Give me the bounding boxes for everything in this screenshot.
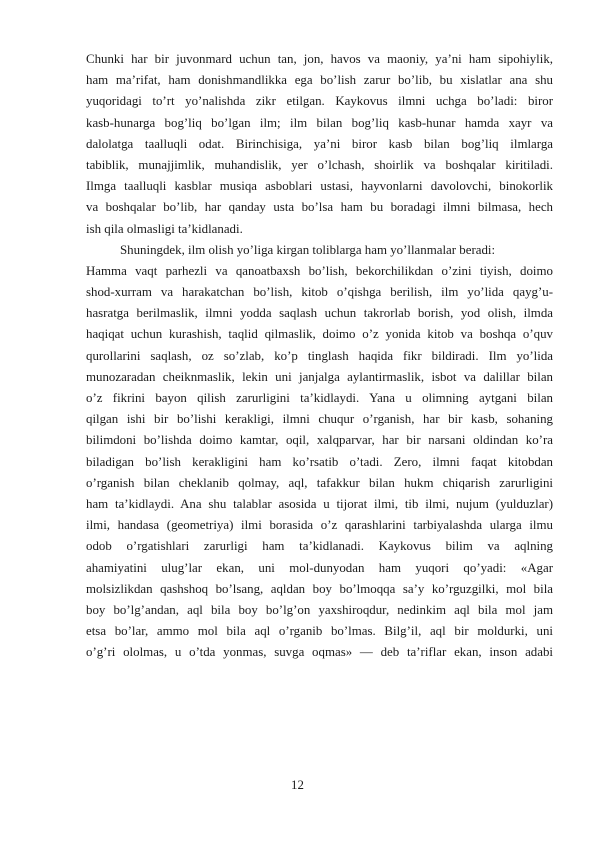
text-line: shod-xurram va harakatchan bo’lish, kitob o’qishga berilish, ilm yo’lida qayg’u- [86, 285, 553, 300]
text-line: o’rganish bilan cheklanib qolmay, aql, tafakkur bilan hukm chiqarish zarurligini [86, 475, 553, 490]
text-line: ahamiyatini ulug’lar ekan, uni mol-dunyodan ham yuqori qo’yadi: «Agar [86, 560, 553, 575]
paragraph-first-line: Shuningdek, ilm olish yo’liga kirgan toliblarga ham yo’llanmalar beradi: [120, 242, 496, 257]
text-line: o’g’ri ololmas, u o’tda yonmas, suvga oqmas» — deb ta’riflar ekan, inson adabi [86, 645, 553, 660]
text-line: haqiqat uchun kurashish, taqlid qilmaslik, doimo o’z yonida kitob va boshqa o’quv [86, 327, 553, 342]
text-line: va boshqalar bo’lib, har qanday usta bo’lsa ham bu boradagi ilmni bilmasa, hech [86, 200, 553, 215]
text-line: ish qila olmasligi ta’kidlanadi. [86, 221, 243, 236]
text-line: qilgan ishi bir bo’lishi kerakligi, ilmni chuqur o’rganish, har bir kasb, sohaning [86, 412, 553, 427]
text-line: hasratga berilmaslik, ilmni yodda saqlash uchun takrorlab borish, yod olish, ilmda [86, 306, 553, 321]
text-line: Ilmga taalluqli kasblar musiqa asboblari ustasi, hayvonlarni davolovchi, binokorlik [86, 179, 553, 194]
text-line: odob o’rgatishlari zarurligi ham ta’kidlanadi. Kaykovus bilim va aqlning [86, 539, 553, 554]
text-line: ham ta’kidlaydi. Ana shu talablar asosida u tijorat ilmi, tib ilmi, nujum (yulduzlar) [86, 496, 553, 511]
text-line: ilmi, handasa (geometriya) ilmi borasida o’z qarashlarini tarbiyalashda ularga ilmu [86, 518, 553, 533]
text-line: dalolatga taalluqli odat. Birinchisiga, ya’ni biror kasb bilan bog’liq ilmlarga [86, 136, 553, 151]
text-line: boy bo’lg’andan, aql bila boy bo’lg’on yaxshiroqdur, nedinkim aql bila mol jam [86, 602, 553, 617]
text-line: biladigan bo’lish kerakligini ham ko’rsatib o’tadi. Zero, ilmni faqat kitobdan [86, 454, 553, 469]
text-line: ham ma’rifat, ham donishmandlikka ega bo’lish zarur bo’lib, bu xislatlar ana shu [86, 73, 553, 88]
text-line: tabiblik, munajjimlik, muhandislik, yer o’lchash, shoirlik va boshqalar kiritiladi. [86, 157, 553, 172]
text-line: qurollarini saqlash, oz so’zlab, ko’p tinglash haqida fikr bildiradi. Ilm yo’lida [86, 348, 553, 363]
page-number: 12 [291, 778, 304, 792]
text-line: molsizlikdan qashshoq bo’lsang, aqldan boy bo’lmoqqa sa’y ko’rguzgilki, mol bila [86, 581, 553, 596]
text-line: o’z fikrini bayon qilish zarurligini ta’kidlaydi. Yana u olimning aytgani bilan [86, 391, 553, 405]
body-text [86, 49, 553, 663]
text-line: bilimdoni bo’lishda doimo kamtar, oqil, xalqparvar, har bir narsani oldindan ko’ra [86, 433, 553, 448]
text-line: Chunki har bir juvonmard uchun tan, jon, havos va maoniy, ya’ni ham sipohiylik, [86, 52, 553, 66]
text-line: Hamma vaqt parhezli va qanoatbaxsh bo’lish, bekorchilikdan o’zini tiyish, doimo [86, 263, 553, 278]
text-line: yuqoridagi to’rt yo’nalishda zikr etilgan. Kaykovus ilmni uchga bo’ladi: biror [86, 94, 553, 109]
text-line: kasb-hunarga bog’liq bo’lgan ilm; ilm bilan bog’liq kasb-hunar hamda xayr va [86, 115, 553, 130]
text-line: munozaradan cheiknmaslik, lekin uni janjalga aylantirmaslik, isbot va dalillar bilan [86, 369, 553, 384]
text-line: etsa bo’lar, ammo mol bila aql o’rganib bo’lmas. Bilg’il, aql bir moldurki, uni [86, 624, 553, 639]
